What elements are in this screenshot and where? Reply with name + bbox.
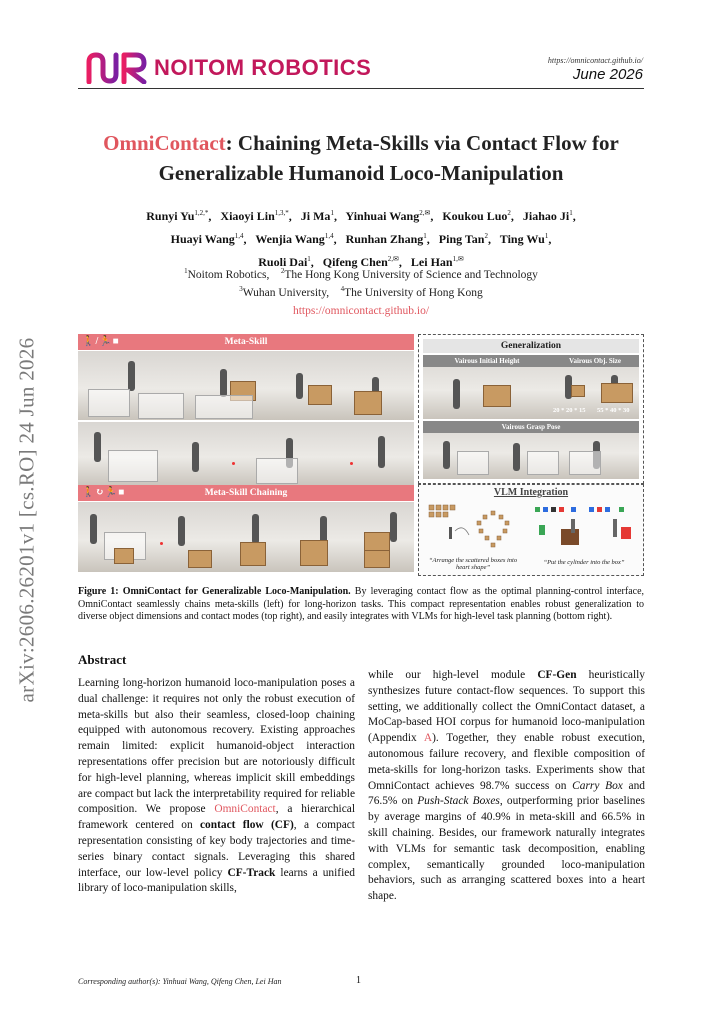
photo-meta-skill-7 [330, 422, 415, 486]
author-list: Runyi $Yu^{1,2,*}$, Xiaoyi Lin$^{1,3,*}$, Ji Ma$^1$, Yinhuai Wang$^{2,✉}$, Koukou Luo$^2$, Jiahao Ji$^1$, Huayi Wang$^{1,4}$, Wenjia Wang$^{1,4}$, Runhan Zhang$^1$, Ping Tan$^2$, Ting Wu$^1$, Ruoli Dai$^1$, Qifeng Chen$^{2,✉}$, Lei Han$^{1,✉}$ [146, 209, 576, 269]
meta-skill-chaining-band: 🚶↻🏃■ Meta-Skill Chaining [78, 485, 414, 501]
size-large: 55 * 40 * 30 [597, 407, 630, 414]
author: Qifeng Chen$^{2,✉}$ [322, 255, 399, 269]
appendix-link[interactable]: A [423, 732, 433, 745]
author: Ping Tan$^2$ [438, 232, 488, 246]
photo-meta-skill-1 [78, 351, 191, 420]
generalization-heading: Generalization [423, 339, 639, 353]
omnicontact-link[interactable]: OmniContact [214, 803, 276, 816]
title-accent: OmniContact [103, 131, 226, 155]
vlm-heading: VLM Integration [493, 487, 569, 498]
photo-initial-height [423, 355, 552, 419]
photo-meta-skill-5 [162, 422, 247, 486]
initial-height-label: Vairous Initial Height [423, 355, 551, 367]
author: Wenjia Wang$^{1,4}$ [255, 232, 334, 246]
vlm-caption-cylinder: “Put the cylinder into the box” [543, 559, 625, 566]
figure-1 [78, 331, 644, 575]
photo-grasp-pose [423, 421, 640, 479]
vlm-caption-heart: “Arrange the scattered boxes into heart shape” [428, 557, 518, 571]
obj-size-label: Vairous Obj. Size [551, 355, 639, 367]
figure-caption [78, 586, 644, 624]
author: Huayi Wang$^{1,4}$ [170, 232, 244, 246]
author: Ji Ma$^1$ [300, 209, 334, 223]
title-line1: : Chaining Meta-Skills via Contact Flow for [225, 131, 619, 155]
header-right [548, 56, 643, 83]
chain-icon: 🚶↻🏃■ [82, 487, 126, 498]
abstract-left-column: Learning long-horizon humanoid loco-manipulation poses a dual challenge: it requires not only the robust execution of meta-skills but also their seamless, closed-loop chaining equipped with autonomous recovery. Existing approaches remain limited: explicit humanoid-object interaction representations offer precision but are notoriously difficult for high-level planning, whereas implicit skill embeddings are compact but lack the interpretability required for reliable composition. We propose OmniContact, a hierarchical framework centered on contact flow (CF), a compact representation consisting of key body trajectories and time-series binary contact signals. Leveraging this shared interface, our low-level policy CF-Track learns a unified library of loco-manipulation skills, [78, 677, 355, 895]
author: Koukou Luo$^2$ [442, 209, 511, 223]
photo-chain-3 [222, 502, 287, 572]
photo-chain-4 [286, 502, 351, 572]
paper-title [78, 128, 644, 188]
photo-chain-1 [78, 502, 149, 572]
author: Runhan Zhang$^1$ [345, 232, 427, 246]
header-url[interactable]: https://omnicontact.github.io/ [547, 56, 643, 65]
author: Runyi $Yu^{1,2,*}$ [146, 209, 209, 223]
logo-text: NOITOM ROBOTICS [154, 55, 372, 80]
author: Lei Han$^{1,✉}$ [410, 255, 464, 269]
photo-obj-size [551, 355, 640, 419]
noitom-logo [86, 50, 371, 86]
corresponding-authors: Corresponding author(s): Yinhuai Wang, Qifeng Chen, Lei Han [78, 977, 282, 986]
photo-chain-2 [148, 502, 223, 572]
photo-meta-skill-4 [78, 422, 163, 486]
photo-meta-skill-3 [262, 351, 415, 420]
abstract-right-column: while our high-level module CF-Gen heuristically synthesizes future contact-flow sequences. To support this setting, we additionally collect the OmniContact dataset, a MoCap-based HOI corpus for humanoid loco-manipulation (Appendix A). Together, they enable robust execution, autonomous failure recovery, and flexible composition of meta-skills for long-horizon tasks. Experiments show that OmniContact achieves 98.7% success on Carry Box and 76.5% on Push-Stack Boxes, outperforming prior baselines by average margins of 40.9% in meta-skill and 66.5% in skill chaining. Besides, our framework naturally integrates with VLMs for semantic task decomposition, enabling complex, semantically grounded loco-manipulation behaviors, such as arranging scattered boxes into a heart shape. [368, 669, 645, 903]
figure-caption-label: Figure 1: OmniContact for Generalizable Loco-Manipulation. [78, 586, 351, 597]
affiliations: $^1$Noitom Robotics, $^2$The Hong Kong University of Science and Technology $^3$Wuhan University, $^4$The University of Hong Kong [184, 267, 538, 299]
photo-meta-skill-2 [190, 351, 263, 420]
cylinder-box-illustration [531, 501, 637, 557]
header-rule [78, 88, 644, 89]
abstract-heading: Abstract [78, 652, 127, 667]
header-date: June 2026 [572, 66, 643, 83]
photo-chain-5 [350, 502, 415, 572]
figure-caption-text: By leveraging contact flow as the optimal planning-control interface, OmniContact seamlessly chains meta-skills (left) for long-horizon tasks. This compact representation enables robust generalization to diverse object dimensions and contact modes (top right), and easily integrates with VLMs for high-level task planning (bottom right). [78, 586, 645, 623]
page-number: 1 [356, 975, 361, 986]
grasp-pose-label: Vairous Grasp Pose [423, 421, 639, 433]
author: Ting Wu$^1$ [499, 232, 549, 246]
meta-skill-band: 🚶/🏃■ Meta-Skill [78, 334, 414, 350]
author: Xiaoyi Lin$^{1,3,*}$ [220, 209, 289, 223]
nr-logo-icon [86, 52, 148, 84]
arxiv-stamp [4, 300, 50, 740]
photo-meta-skill-6 [246, 422, 331, 486]
vlm-integration-panel [418, 484, 644, 576]
author: Ruoli Dai$^1$ [258, 255, 311, 269]
project-url[interactable]: https://omnicontact.github.io/ [292, 305, 430, 317]
arxiv-id: arXiv:2606.26201v1 [cs.RO] 24 Jun 2026 [14, 337, 39, 703]
walk-icon: 🚶/🏃■ [82, 336, 120, 347]
author: Jiahao Ji$^1$ [522, 209, 573, 223]
author: Yinhuai Wang$^{2,✉}$ [345, 209, 431, 223]
heart-arrangement-illustration [425, 501, 521, 557]
title-line2: Generalizable Humanoid Loco-Manipulation [158, 161, 564, 185]
generalization-panel [418, 334, 644, 484]
size-small: 20 * 20 * 15 [553, 407, 586, 414]
